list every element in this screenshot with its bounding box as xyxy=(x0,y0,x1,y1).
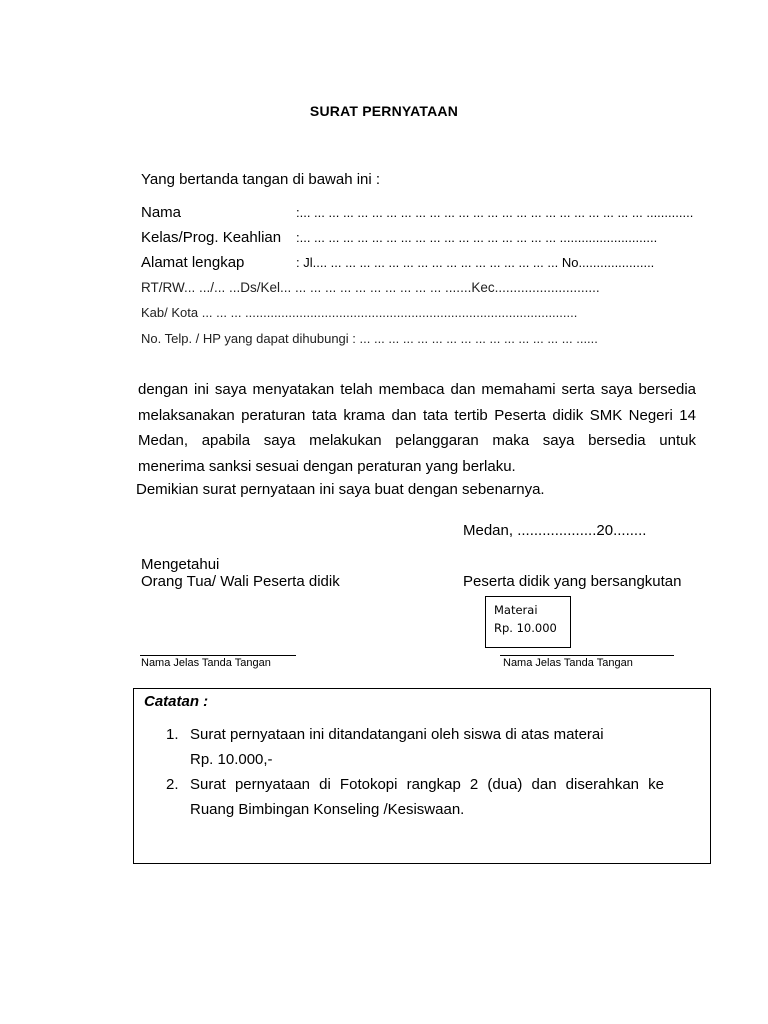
statement-line-3: Medan, apabila saya melakukan pelanggaran maka saya bersedia untuk xyxy=(138,432,696,449)
note-1-line-2: Rp. 10.000,- xyxy=(190,751,273,768)
document-title: SURAT PERNYATAAN xyxy=(309,103,459,119)
intro-text: Yang bertanda tangan di bawah ini : xyxy=(141,171,381,188)
note-2-number: 2. xyxy=(166,776,179,793)
statement-line-4: menerima sanksi sesuai dengan peraturan yang berlaku. xyxy=(138,457,516,475)
stamp-line-1: Materai xyxy=(494,603,538,617)
left-heading: Mengetahui xyxy=(141,556,220,573)
right-signature-line xyxy=(500,655,674,656)
field-label-alamat: Alamat lengkap xyxy=(141,254,245,271)
field-value-nama: :... ... ... ... ... ... ... ... ... ... ... ... ... ... ... ... ... ... ... ... ... ... ... ... ............. xyxy=(296,205,694,220)
notes-title: Catatan : xyxy=(144,693,209,710)
materai-stamp-box xyxy=(485,596,571,648)
right-role: Peserta didik yang bersangkutan xyxy=(463,573,682,590)
note-1-number: 1. xyxy=(166,726,179,743)
field-value-kelas: :... ... ... ... ... ... ... ... ... ... ... ... ... ... ... ... ... ... ........................... xyxy=(296,230,658,245)
statement-line-1: dengan ini saya menyatakan telah membaca dan memahami serta saya bersedia xyxy=(138,381,696,398)
left-signature-line xyxy=(140,655,296,656)
note-2-line-2: Ruang Bimbingan Konseling /Kesiswaan. xyxy=(190,801,465,818)
field-label-nama: Nama xyxy=(141,204,182,221)
left-name-caption: Nama Jelas Tanda Tangan xyxy=(141,657,271,669)
field-label-kelas: Kelas/Prog. Keahlian xyxy=(141,229,282,246)
note-1-line-1: Surat pernyataan ini ditandatangani oleh siswa di atas materai xyxy=(190,726,604,743)
field-rtrw: RT/RW... .../... ...Ds/Kel... ... ... ... ... ... ... ... ... ... ... .......Kec............................ xyxy=(141,280,600,295)
field-value-alamat: : Jl.... ... ... ... ... ... ... ... ... ... ... ... ... ... ... ... ... No..................... xyxy=(296,255,655,270)
note-2-line-1: Surat pernyataan di Fotokopi rangkap 2 (dua) dan diserahkan ke xyxy=(190,776,664,793)
right-name-caption: Nama Jelas Tanda Tangan xyxy=(503,657,633,669)
left-role: Orang Tua/ Wali Peserta didik xyxy=(141,573,340,590)
stamp-line-2: Rp. 10.000 xyxy=(494,621,557,635)
statement-line-2: melaksanakan peraturan tata krama dan tata tertib Peserta didik SMK Negeri 14 xyxy=(138,406,696,424)
closing-sentence: Demikian surat pernyataan ini saya buat dengan sebenarnya. xyxy=(136,481,545,498)
statement-paragraph xyxy=(138,377,696,479)
field-telp: No. Telp. / HP yang dapat dihubungi : ... ... ... ... ... ... ... ... ... ... ... ... ... ... ... ...... xyxy=(141,331,598,346)
field-kota: Kab/ Kota ... ... ... ............................................................................................ xyxy=(141,305,578,320)
place-date: Medan, ...................20........ xyxy=(463,522,647,539)
